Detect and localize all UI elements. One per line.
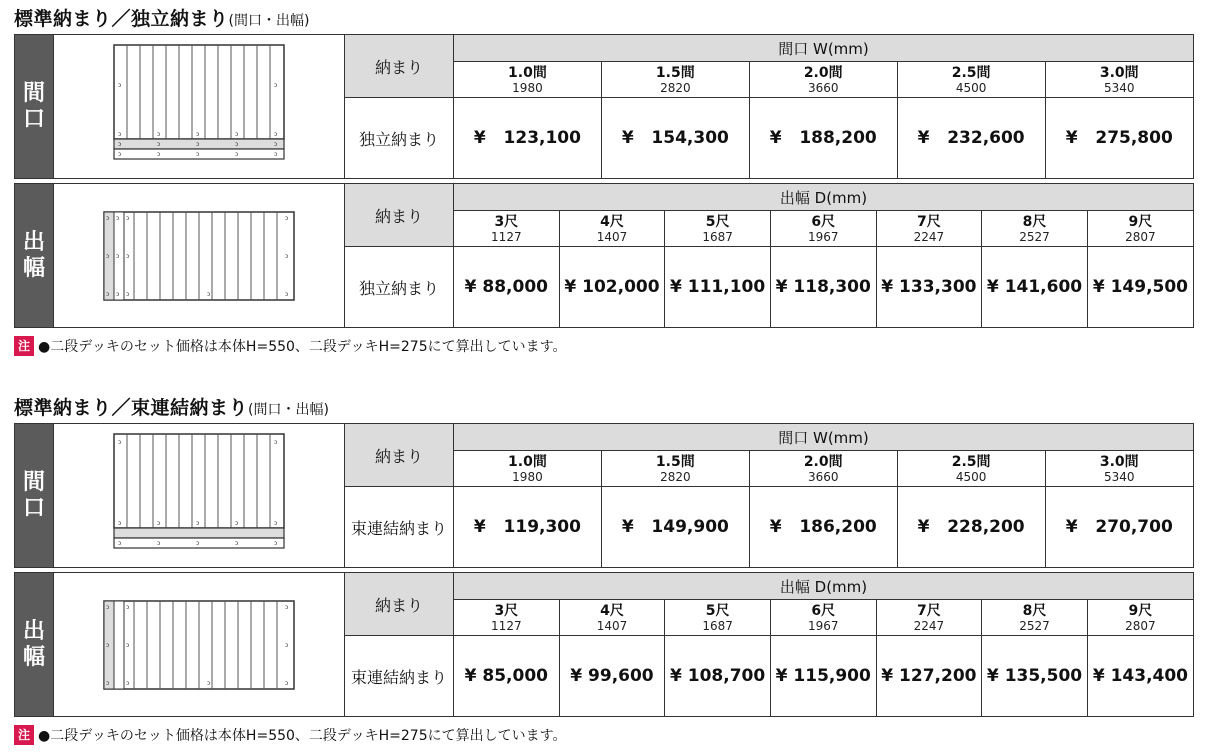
price-cell: ¥ 154,300 xyxy=(601,98,749,178)
note-badge: 注 xyxy=(14,336,34,356)
svg-text:ɔ: ɔ xyxy=(196,141,200,148)
size-header: 1.0間 1980 xyxy=(454,451,602,487)
depth-price-block xyxy=(14,183,1194,328)
price-cell: ¥ 133,300 xyxy=(876,247,982,327)
price-cell: ¥ 118,300 xyxy=(770,247,876,327)
svg-text:ɔ: ɔ xyxy=(106,253,110,260)
svg-text:ɔ: ɔ xyxy=(285,604,289,611)
price-cell: ¥ 99,600 xyxy=(559,636,665,716)
row-type-label: 独立納まり xyxy=(345,247,454,327)
price-section-1 xyxy=(14,4,1194,357)
section-title-sub: (間口・出幅) xyxy=(228,13,310,29)
svg-text:ɔ: ɔ xyxy=(274,439,278,446)
price-cell: ¥ 111,100 xyxy=(665,247,771,327)
svg-text:ɔ: ɔ xyxy=(157,540,161,547)
svg-text:ɔ: ɔ xyxy=(285,291,289,298)
size-header: 5尺 1687 xyxy=(665,211,771,247)
svg-text:ɔ: ɔ xyxy=(106,604,110,611)
price-cell: ¥ 102,000 xyxy=(559,247,665,327)
svg-text:ɔ: ɔ xyxy=(126,642,130,649)
size-header: 3.0間 5340 xyxy=(1045,62,1193,98)
width-price-table xyxy=(345,35,1193,178)
price-cell: ¥ 85,000 xyxy=(454,636,560,716)
axis-header: 間口 W(mm) xyxy=(454,35,1194,62)
price-cell: ¥ 232,600 xyxy=(897,98,1045,178)
svg-text:ɔ: ɔ xyxy=(274,82,278,89)
size-header: 8尺 2527 xyxy=(982,211,1088,247)
size-header: 4尺 1407 xyxy=(559,600,665,636)
size-header: 9尺 2807 xyxy=(1087,600,1193,636)
svg-text:ɔ: ɔ xyxy=(235,131,239,138)
svg-text:ɔ: ɔ xyxy=(274,540,278,547)
svg-text:ɔ: ɔ xyxy=(116,253,120,260)
row-type-label: 独立納まり xyxy=(345,98,454,178)
size-header: 7尺 2247 xyxy=(876,600,982,636)
side-label-depth: 出 幅 xyxy=(15,573,54,716)
osamari-header: 納まり xyxy=(345,573,454,636)
size-header: 2.0間 3660 xyxy=(749,62,897,98)
svg-text:ɔ: ɔ xyxy=(157,131,161,138)
svg-text:ɔ: ɔ xyxy=(235,151,239,158)
price-cell: ¥ 123,100 xyxy=(454,98,602,178)
size-header: 1.5間 2820 xyxy=(601,451,749,487)
width-price-block xyxy=(14,34,1194,179)
svg-text:ɔ: ɔ xyxy=(235,520,239,527)
size-header: 7尺 2247 xyxy=(876,211,982,247)
svg-text:ɔ: ɔ xyxy=(285,253,289,260)
price-cell: ¥ 143,400 xyxy=(1087,636,1193,716)
side-label-depth: 出 幅 xyxy=(15,184,54,327)
svg-text:ɔ: ɔ xyxy=(274,131,278,138)
size-header: 3尺 1127 xyxy=(454,600,560,636)
price-cell: ¥ 127,200 xyxy=(876,636,982,716)
svg-text:ɔ: ɔ xyxy=(116,215,120,222)
svg-text:ɔ: ɔ xyxy=(196,131,200,138)
note-line xyxy=(14,724,1194,746)
section-title-sub: (間口・出幅) xyxy=(248,402,329,418)
svg-text:ɔ: ɔ xyxy=(118,439,122,446)
osamari-header: 納まり xyxy=(345,35,454,98)
svg-text:ɔ: ɔ xyxy=(118,131,122,138)
price-cell: ¥ 141,600 xyxy=(982,247,1088,327)
size-header: 3.0間 5340 xyxy=(1045,451,1193,487)
price-cell: ¥ 115,900 xyxy=(770,636,876,716)
row-type-label: 束連結納まり xyxy=(345,636,454,716)
svg-text:ɔ: ɔ xyxy=(106,642,110,649)
price-cell: ¥ 149,900 xyxy=(601,487,749,567)
note-text: ●二段デッキのセット価格は本体H=550、二段デッキH=275にて算出しています。 xyxy=(38,339,567,355)
side-label-width: 間 口 xyxy=(15,424,54,567)
size-header: 1.0間 1980 xyxy=(454,62,602,98)
row-type-label: 束連結納まり xyxy=(345,487,454,567)
size-header: 1.5間 2820 xyxy=(601,62,749,98)
svg-text:ɔ: ɔ xyxy=(285,215,289,222)
svg-text:ɔ: ɔ xyxy=(196,520,200,527)
axis-header: 出幅 D(mm) xyxy=(454,184,1194,211)
price-cell: ¥ 135,500 xyxy=(982,636,1088,716)
svg-text:ɔ: ɔ xyxy=(118,151,122,158)
svg-text:ɔ: ɔ xyxy=(126,680,130,687)
size-header: 6尺 1967 xyxy=(770,211,876,247)
svg-text:ɔ: ɔ xyxy=(274,520,278,527)
size-header: 6尺 1967 xyxy=(770,600,876,636)
svg-text:ɔ: ɔ xyxy=(106,291,110,298)
price-section-2 xyxy=(14,393,1194,746)
svg-text:ɔ: ɔ xyxy=(285,680,289,687)
deck-front-elevation-icon xyxy=(54,424,345,567)
size-header: 4尺 1407 xyxy=(559,211,665,247)
price-cell: ¥ 108,700 xyxy=(665,636,771,716)
depth-price-block xyxy=(14,572,1194,717)
svg-text:ɔ: ɔ xyxy=(116,291,120,298)
section-title-main: 標準納まり／独立納まり xyxy=(14,8,229,30)
svg-text:ɔ: ɔ xyxy=(118,520,122,527)
depth-price-table xyxy=(345,573,1193,716)
size-header: 2.0間 3660 xyxy=(749,451,897,487)
svg-text:ɔ: ɔ xyxy=(207,291,211,298)
svg-text:ɔ: ɔ xyxy=(285,642,289,649)
svg-text:ɔ: ɔ xyxy=(106,215,110,222)
svg-text:ɔ: ɔ xyxy=(118,82,122,89)
width-price-block xyxy=(14,423,1194,568)
svg-text:ɔ: ɔ xyxy=(196,540,200,547)
svg-text:ɔ: ɔ xyxy=(235,540,239,547)
note-text: ●二段デッキのセット価格は本体H=550、二段デッキH=275にて算出しています。 xyxy=(38,728,567,744)
price-cell: ¥ 275,800 xyxy=(1045,98,1193,178)
svg-text:ɔ: ɔ xyxy=(207,680,211,687)
svg-text:ɔ: ɔ xyxy=(126,215,130,222)
svg-text:ɔ: ɔ xyxy=(196,151,200,158)
price-cell: ¥ 228,200 xyxy=(897,487,1045,567)
axis-header: 出幅 D(mm) xyxy=(454,573,1194,600)
deck-side-elevation-icon xyxy=(54,184,345,327)
size-header: 3尺 1127 xyxy=(454,211,560,247)
size-header: 9尺 2807 xyxy=(1087,211,1193,247)
price-cell: ¥ 119,300 xyxy=(454,487,602,567)
svg-text:ɔ: ɔ xyxy=(157,520,161,527)
price-cell: ¥ 88,000 xyxy=(454,247,560,327)
note-line xyxy=(14,335,1194,357)
svg-text:ɔ: ɔ xyxy=(118,540,122,547)
section-title-main: 標準納まり／束連結納まり xyxy=(14,397,249,419)
svg-text:ɔ: ɔ xyxy=(274,141,278,148)
price-cell: ¥ 270,700 xyxy=(1045,487,1193,567)
size-header: 5尺 1687 xyxy=(665,600,771,636)
svg-text:ɔ: ɔ xyxy=(126,291,130,298)
svg-text:ɔ: ɔ xyxy=(235,141,239,148)
section-title xyxy=(14,4,1194,34)
depth-price-table xyxy=(345,184,1193,327)
svg-text:ɔ: ɔ xyxy=(126,604,130,611)
svg-text:ɔ: ɔ xyxy=(126,253,130,260)
deck-front-elevation-icon xyxy=(54,35,345,178)
price-cell: ¥ 186,200 xyxy=(749,487,897,567)
svg-text:ɔ: ɔ xyxy=(157,141,161,148)
deck-side-elevation-icon xyxy=(54,573,345,716)
osamari-header: 納まり xyxy=(345,184,454,247)
price-cell: ¥ 188,200 xyxy=(749,98,897,178)
size-header: 2.5間 4500 xyxy=(897,62,1045,98)
axis-header: 間口 W(mm) xyxy=(454,424,1194,451)
osamari-header: 納まり xyxy=(345,424,454,487)
svg-text:ɔ: ɔ xyxy=(106,680,110,687)
svg-text:ɔ: ɔ xyxy=(118,141,122,148)
section-title xyxy=(14,393,1194,423)
svg-text:ɔ: ɔ xyxy=(157,151,161,158)
svg-text:ɔ: ɔ xyxy=(274,151,278,158)
width-price-table xyxy=(345,424,1193,567)
side-label-width: 間 口 xyxy=(15,35,54,178)
size-header: 2.5間 4500 xyxy=(897,451,1045,487)
price-cell: ¥ 149,500 xyxy=(1087,247,1193,327)
note-badge: 注 xyxy=(14,725,34,745)
size-header: 8尺 2527 xyxy=(982,600,1088,636)
